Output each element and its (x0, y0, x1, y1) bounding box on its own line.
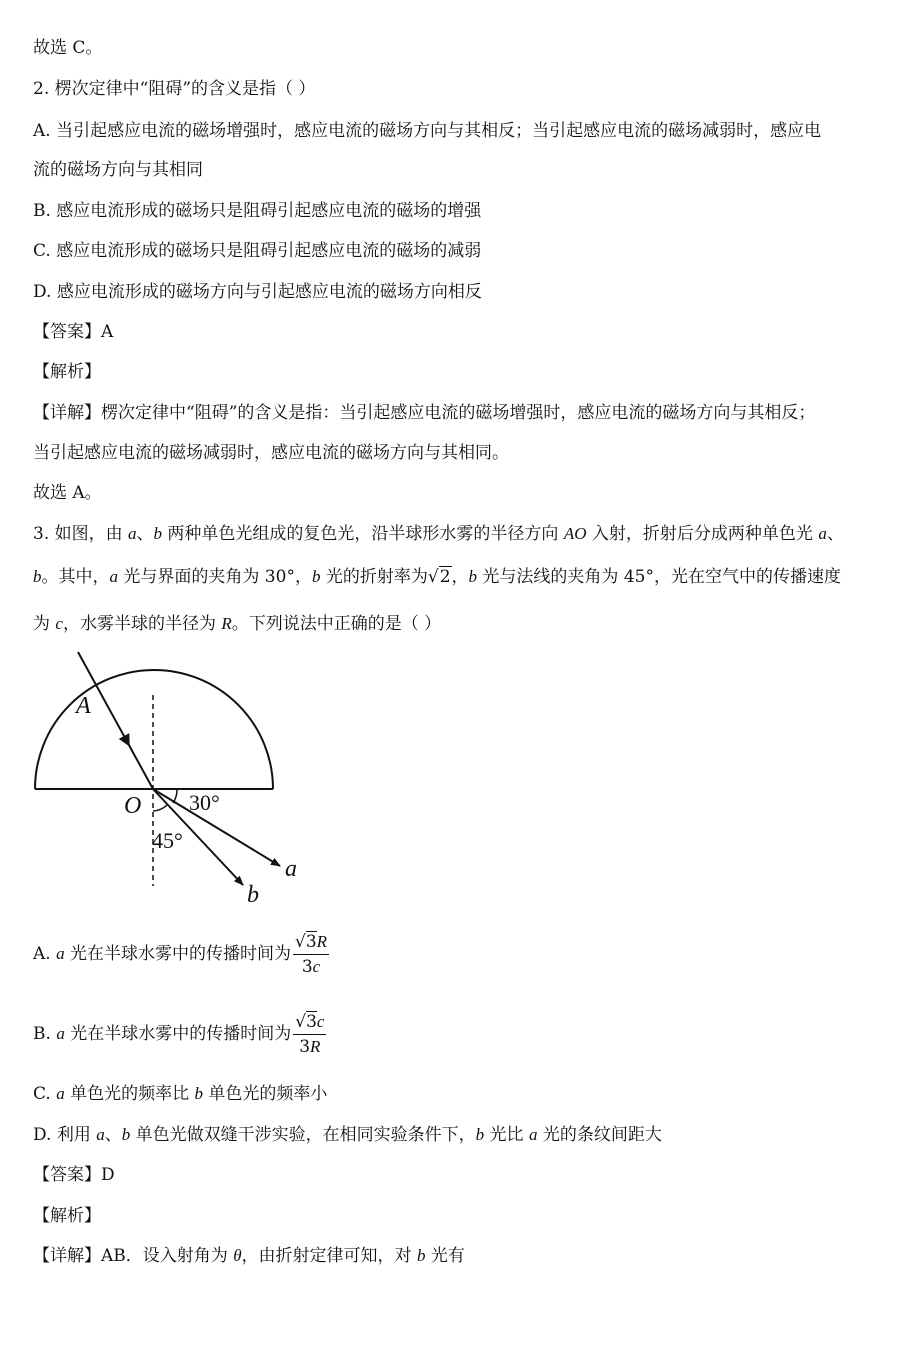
angle-30-label: 30° (189, 790, 220, 815)
q2-answer: 【答案】A (33, 322, 114, 342)
q3-option-c: C. a 单色光的频率比 b 单色光的频率小 (33, 1084, 328, 1104)
q2-analysis: 【解析】 (33, 362, 101, 382)
q2-conclusion: 故选 A。 (33, 483, 102, 503)
angle-30-arc (173, 790, 177, 803)
q2-option-d: D. 感应电流形成的磁场方向与引起感应电流的磁场方向相反 (33, 282, 482, 302)
q2-option-c: C. 感应电流形成的磁场只是阻碍引起感应电流的磁场的减弱 (33, 241, 482, 261)
q3-stem-line3: 为 c，水雾半球的半径为 R。下列说法中正确的是（ ） (33, 614, 442, 634)
q2-stem: 2. 楞次定律中“阻碍”的含义是指（ ） (33, 79, 316, 99)
sqrt-two: √2 (427, 567, 451, 587)
q1-conclusion: 故选 C。 (33, 38, 103, 58)
angle-45-arc (153, 805, 167, 811)
label-O: O (124, 793, 142, 819)
q2-detail-line1: 【详解】楞次定律中“阻碍”的含义是指：当引起感应电流的磁场增强时，感应电流的磁场方向与其相反； (33, 403, 816, 423)
q2-detail-line2: 当引起感应电流的磁场减弱时，感应电流的磁场方向与其相同。 (33, 443, 509, 463)
q3-analysis: 【解析】 (33, 1206, 101, 1226)
q3-answer: 【答案】D (33, 1165, 115, 1185)
label-a: a (285, 856, 297, 882)
q3-stem-line1: 3. 如图，由 a、b 两种单色光组成的复色光，沿半球形水雾的半径方向 AO 入射，折射后分成两种单色光 a、 (33, 524, 844, 544)
label-A: A (76, 693, 91, 719)
q3-option-d: D. 利用 a、b 单色光做双缝干涉实验，在相同实验条件下，b 光比 a 光的条纹间距大 (33, 1125, 662, 1145)
q2-option-a-line2: 流的磁场方向与其相同 (33, 160, 203, 180)
q3-stem-line2: b。其中，a 光与界面的夹角为 30°，b 光的折射率为√2，b 光与法线的夹角为 45°，光在空气中的传播速度 (33, 567, 841, 587)
fraction-b: $\frac{√3c}{3R}$ (295, 1012, 325, 1057)
q2-option-b: B. 感应电流形成的磁场只是阻碍引起感应电流的磁场的增强 (33, 201, 482, 221)
q3-option-b: B. a 光在半球水雾中的传播时间为 $\frac{√3c}{3R}$ (33, 1012, 325, 1057)
q3-detail-line1: 【详解】AB．设入射角为 θ，由折射定律可知，对 b 光有 (33, 1246, 465, 1266)
angle-45-label: 45° (152, 828, 183, 853)
q3-option-a: A. a 光在半球水雾中的传播时间为 $\frac{√3R}{3c}$ (33, 932, 328, 977)
incident-arrow-icon (119, 733, 135, 749)
q2-option-a-line1: A. 当引起感应电流的磁场增强时，感应电流的磁场方向与其相反；当引起感应电流的磁场减弱时，感应电 (33, 121, 822, 141)
incident-ray (78, 652, 153, 789)
fraction-a: $\frac{√3R}{3c}$ (295, 932, 328, 977)
hemisphere-arc (35, 670, 273, 789)
refraction-diagram (30, 648, 320, 910)
label-b: b (247, 882, 259, 908)
